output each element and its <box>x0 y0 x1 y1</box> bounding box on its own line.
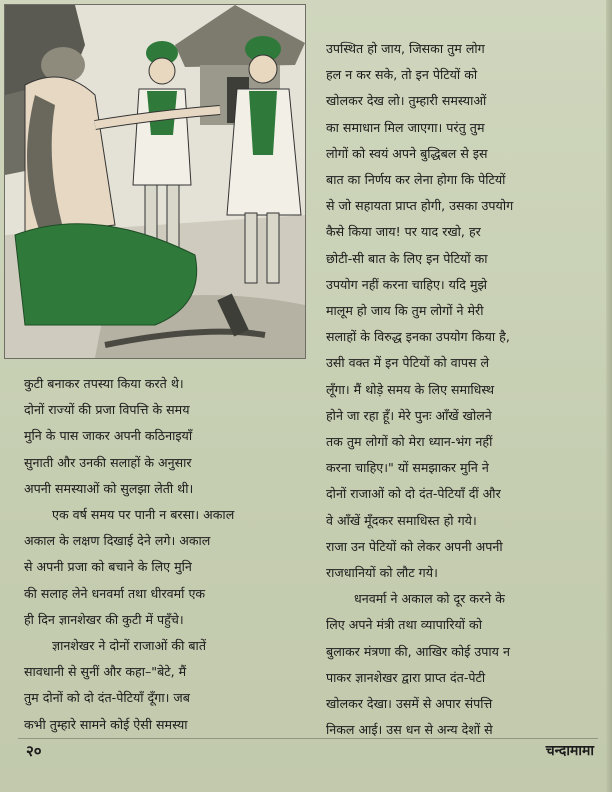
text-line: तुम दोनों को दो दंत-पेटियाँ दूँगा। जब <box>24 690 190 706</box>
text-line: का समाधान मिल जाएगा। परंतु तुम <box>326 119 485 135</box>
text-line: होने जा रहा हूँ। मेरे पुनः आँखें खोलने <box>326 407 492 423</box>
text-line: ज्ञानशेखर ने दोनों राजाओं की बातें <box>52 638 207 654</box>
text-line: कैसे किया जाय! पर याद रखो, हर <box>326 224 481 240</box>
text-line: एक वर्ष समय पर पानी न बरसा। अकाल <box>52 507 235 523</box>
text-line: मालूम हो जाय कि तुम लोगों ने मेरी <box>326 303 484 319</box>
text-line: पाकर ज्ञानशेखर द्वारा प्राप्त दंत-पेटी <box>326 669 486 685</box>
text-line: उपस्थित हो जाय, जिसका तुम लोग <box>326 41 485 56</box>
text-line: वे आँखें मूँदकर समाधिस्त हो गये। <box>326 512 477 528</box>
text-line: उसी वक्त में इन पेटियों को वापस ले <box>326 355 490 371</box>
text-line: खोलकर देखा। उसमें से अपार संपत्ति <box>326 696 493 712</box>
text-line: की सलाह लेने धनवर्मा तथा धीरवर्मा एक <box>24 585 206 601</box>
text-line: करना चाहिए।" यों समझाकर मुनि ने <box>326 460 489 476</box>
right-column <box>326 36 598 743</box>
text-line: बात का निर्णय कर लेना होगा कि पेटियों <box>326 172 506 188</box>
text-line: लिए अपने मंत्री तथा व्यापारियों को <box>326 617 482 633</box>
illustration-sage-and-two-kings <box>4 4 306 359</box>
left-column <box>24 371 304 738</box>
text-line: दोनों राज्यों की प्रजा विपत्ति के समय <box>24 402 190 418</box>
text-line: लूँगा। मैं थोड़े समय के लिए समाधिस्थ <box>326 381 495 397</box>
text-line: से अपनी प्रजा को बचाने के लिए मुनि <box>24 559 192 575</box>
text-line: सलाहों के विरुद्ध इनका उपयोग किया है, <box>326 329 510 345</box>
page-number: २० <box>26 742 42 760</box>
text-line: उपयोग नहीं करना चाहिए। यदि मुझे <box>326 276 487 292</box>
page-edge <box>606 0 612 792</box>
text-line: सावधानी से सुनीं और कहा–"बेटे, मैं <box>24 664 187 680</box>
text-line: ही दिन ज्ञानशेखर की कुटी में पहुँचे। <box>24 611 184 627</box>
text-line: कुटी बनाकर तपस्या किया करते थे। <box>24 376 184 391</box>
magazine-name: चन्दामामा <box>545 743 594 759</box>
text-line: छोटी-सी बात के लिए इन पेटियों का <box>326 250 488 266</box>
illustration-svg <box>5 5 305 358</box>
text-line: धनवर्मा ने अकाल को दूर करने के <box>354 591 505 607</box>
text-line: से जो सहायता प्राप्त होगी, उसका उपयोग <box>326 198 514 214</box>
text-line: दोनों राजाओं को दो दंत-पेटियाँ दीं और <box>326 486 501 502</box>
text-line: अकाल के लक्षण दिखाई देने लगे। अकाल <box>24 533 211 549</box>
text-line: लोगों को स्वयं अपने बुद्धिबल से इस <box>326 145 488 161</box>
text-line: राजधानियों को लौट गये। <box>326 565 438 581</box>
text-line: कभी तुम्हारे सामने कोई ऐसी समस्या <box>24 716 188 732</box>
text-line: अपनी समस्याओं को सुलझा लेती थी। <box>24 480 194 496</box>
text-line: बुलाकर मंत्रणा की, आखिर कोई उपाय न <box>326 643 510 659</box>
text-line: सुनाती और उनकी सलाहों के अनुसार <box>24 454 192 470</box>
footer-divider <box>18 738 598 739</box>
text-line: राजा उन पेटियों को लेकर अपनी अपनी <box>326 538 503 554</box>
text-line: निकल आई। उस धन से अन्य देशों से <box>326 722 493 738</box>
text-line: तक तुम लोगों को मेरा ध्यान-भंग नहीं <box>326 434 493 450</box>
text-line: खोलकर देख लो। तुम्हारी समस्याओं <box>326 93 487 109</box>
text-line: मुनि के पास जाकर अपनी कठिनाइयाँ <box>24 428 193 444</box>
text-line: हल न कर सके, तो इन पेटियों को <box>326 67 478 83</box>
